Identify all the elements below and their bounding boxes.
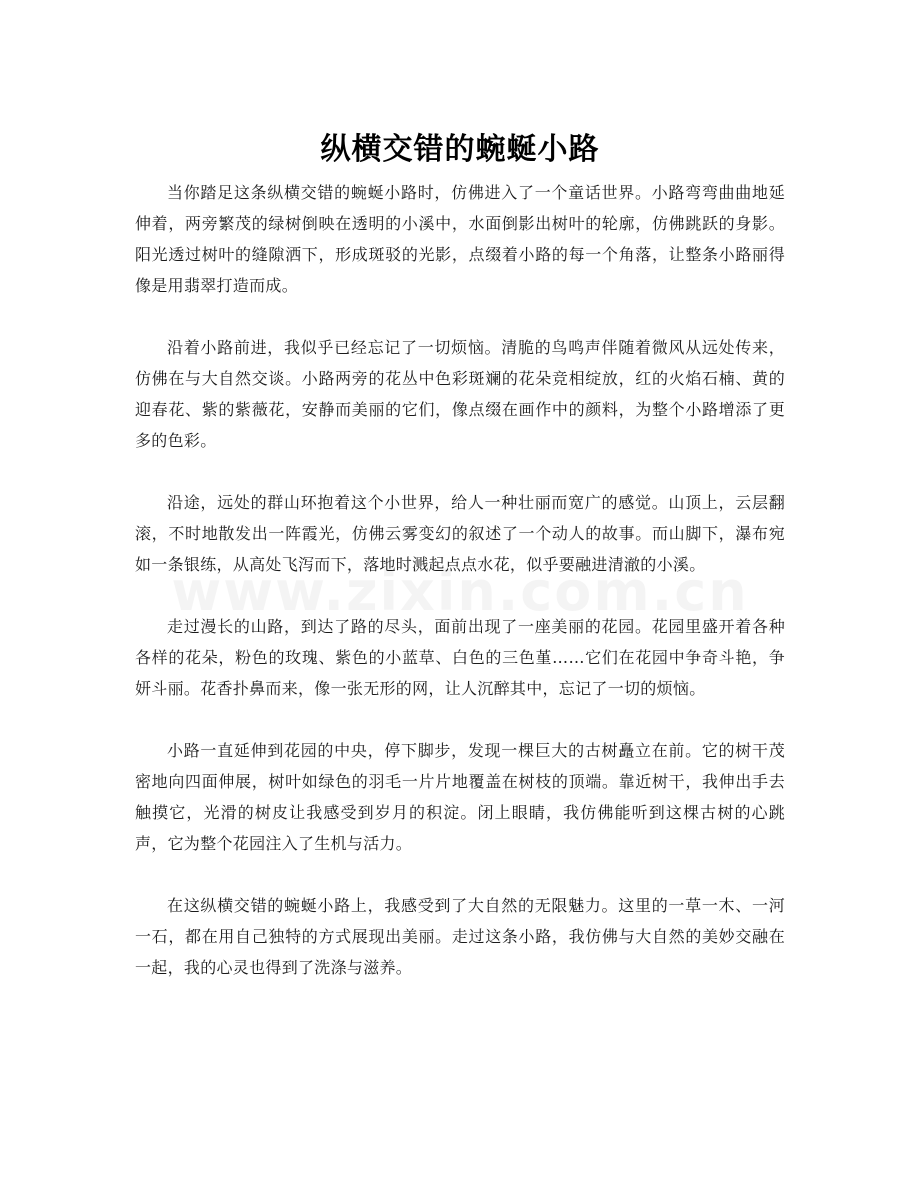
document-title: 纵横交错的蜿蜒小路 — [320, 132, 600, 168]
paragraph-3: 沿途，远处的群山环抱着这个小世界，给人一种壮丽而宽广的感觉。山顶上，云层翻滚，不时地散发出一阵霞光，仿佛云雾变幻的叙述了一个动人的故事。而山脚下，瀑布宛如一条银练，从高处飞泻而下，落地时溅起点点水花，似乎要融进清澈的小溪。 — [135, 493, 785, 574]
paragraph-1: 当你踏足这条纵横交错的蜿蜒小路时，仿佛进入了一个童话世界。小路弯弯曲曲地延伸着，两旁繁茂的绿树倒映在透明的小溪中，水面倒影出树叶的轮廓，仿佛跳跃的身影。阳光透过树叶的缝隙洒下，形成斑驳的光影，点缀着小路的每一个角落，让整条小路丽得像是用翡翠打造而成。 — [135, 183, 785, 295]
paragraph-5: 小路一直延伸到花园的中央，停下脚步，发现一棵巨大的古树矗立在前。它的树干茂密地向四面伸展，树叶如绿色的羽毛一片片地覆盖在树枝的顶端。靠近树干，我伸出手去触摸它，光滑的树皮让我感受到岁月的积淀。闭上眼睛，我仿佛能听到这棵古树的心跳声，它为整个花园注入了生机与活力。 — [135, 741, 785, 853]
document-body — [135, 177, 785, 1014]
paragraph-2: 沿着小路前进，我似乎已经忘记了一切烦恼。清脆的鸟鸣声伴随着微风从远处传来，仿佛在与大自然交谈。小路两旁的花丛中色彩斑斓的花朵竞相绽放，红的火焰石楠、黄的迎春花、紫的紫薇花，安静而美丽的它们，像点缀在画作中的颜料，为整个小路增添了更多的色彩。 — [135, 338, 785, 450]
paragraph-6: 在这纵横交错的蜿蜒小路上，我感受到了大自然的无限魅力。这里的一草一木、一河一石，都在用自己独特的方式展现出美丽。走过这条小路，我仿佛与大自然的美妙交融在一起，我的心灵也得到了洗涤与滋养。 — [135, 896, 785, 977]
paragraph-4: 走过漫长的山路，到达了路的尽头，面前出现了一座美丽的花园。花园里盛开着各种各样的花朵，粉色的玫瑰、紫色的小蓝草、白色的三色堇……它们在花园中争奇斗艳，争妍斗丽。花香扑鼻而来，像一张无形的网，让人沉醉其中，忘记了一切的烦恼。 — [135, 617, 785, 698]
